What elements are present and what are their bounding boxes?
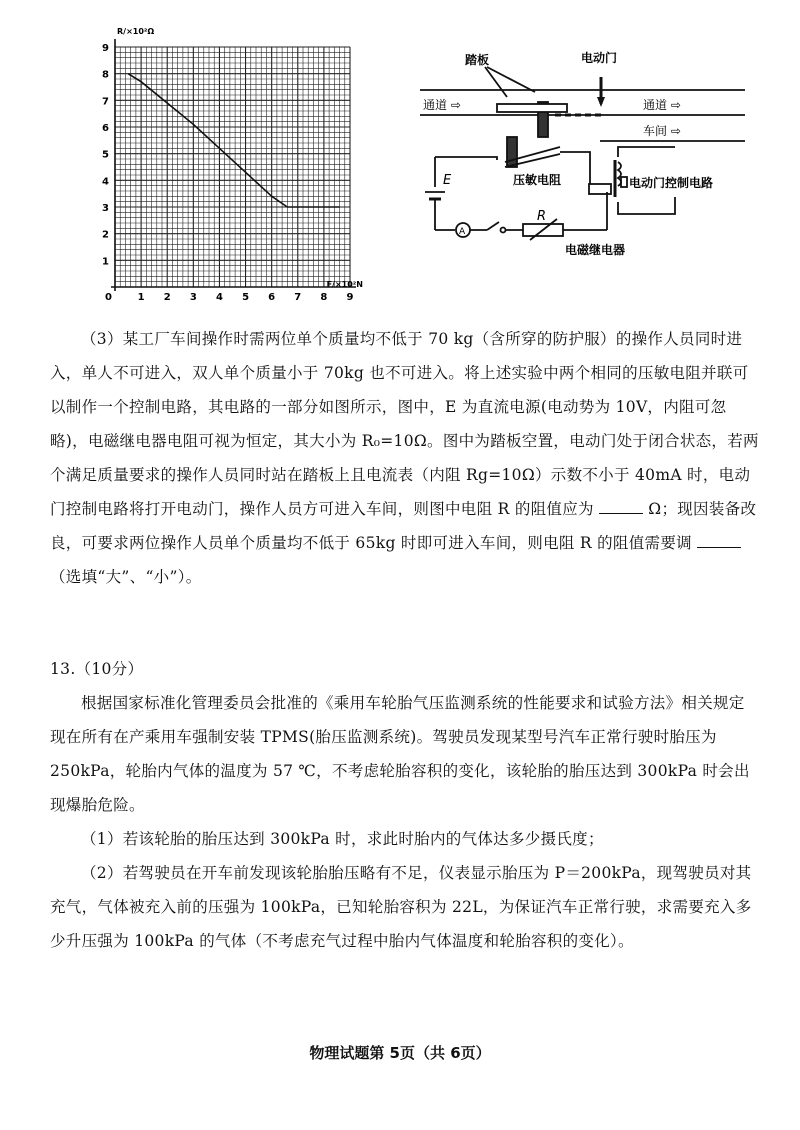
y-tick-label: 5 [102, 149, 109, 161]
y-tick-label: 8 [102, 69, 109, 81]
pedal-label: 踏板 [465, 53, 490, 67]
relay-contact [621, 177, 627, 187]
y-tick-label: 9 [102, 43, 109, 54]
control-wire-top [618, 147, 675, 157]
circuit-diagram [415, 42, 755, 262]
piezo-resistor-left [507, 137, 517, 167]
pedal-plate [497, 104, 567, 112]
channel-left-label: 通道 ⇨ [423, 98, 461, 112]
piezo-label: 压敏电阻 [513, 173, 562, 187]
x-tick-label: 1 [137, 292, 145, 303]
wire-top-left [435, 157, 497, 160]
switch-contact [501, 228, 506, 233]
x-tick-label: 6 [268, 292, 276, 303]
source-label: E [443, 173, 452, 188]
y-tick-label: 2 [102, 229, 109, 241]
x-tick-label: 2 [163, 292, 171, 303]
q12-part3-text-3: （选填“大”、“小”）。 [50, 568, 202, 586]
answer-blank-2[interactable] [697, 529, 741, 548]
door-tip [597, 97, 605, 107]
x-axis-label: F/×10²N [326, 280, 363, 289]
x-tick-label: 9 [346, 292, 354, 303]
y-tick-label: 7 [102, 96, 109, 108]
origin-label: 0 [105, 292, 112, 303]
y-tick-label: 1 [102, 256, 109, 268]
q13-intro: 根据国家标准化管理委员会批准的《乘用车轮胎气压监测系统的性能要求和试验方法》相关规定现在所有在产乘用车强制安装 TPMS(胎压监测系统)。驾驶员发现某型号汽车正常行驶时胎压为 250kPa，轮胎内气体的温度为 57 ℃，不考虑轮胎容积的变化，该轮胎的胎压达到 300kPa 时会出现爆胎危险。 [50, 694, 750, 814]
resistance-curve [128, 74, 340, 207]
q13-header: 13.（10分） [50, 660, 144, 678]
x-tick-label: 5 [242, 292, 250, 303]
q13-sub2: （2）若驾驶员在开车前发现该轮胎胎压略有不足，仪表显示胎压为 P＝200kPa，现驾驶员对其充气，气体被充入前的压强为 100kPa，已知轮胎容积为 22L，为保证汽车正常行驶，求需要充入多少升压强为 100kPa 的气体（不考虑充气过程中胎内气体温度和轮胎容积的变化）。 [50, 864, 752, 950]
x-tick-label: 3 [189, 292, 197, 303]
answer-blank-1[interactable] [599, 495, 643, 514]
door-label: 电动门 [581, 51, 618, 65]
workshop-label: 车间 ⇨ [643, 124, 681, 138]
q13 [50, 652, 760, 958]
resistance-force-graph [95, 22, 365, 312]
x-tick-label: 8 [320, 292, 328, 303]
switch-blade [487, 222, 499, 230]
wire-top-right [560, 152, 590, 184]
y-tick-label: 6 [102, 123, 109, 134]
ammeter-label: A [459, 227, 466, 237]
relay-label: 电磁继电器 [565, 243, 626, 257]
q12-part3 [50, 322, 760, 594]
page-footer: 物理试题第 5页（共 6页） [309, 1044, 491, 1062]
channel-right-label: 通道 ⇨ [643, 98, 681, 112]
x-tick-label: 4 [215, 292, 223, 303]
q12-part3-text-2: Ω；现因装备改良，可要求两位操作人员单个质量均不低于 65kg 时即可进入车间，则电阻 R 的阻值需要调 [50, 500, 757, 552]
control-wire-bottom [618, 197, 675, 214]
x-tick-label: 7 [294, 292, 302, 303]
y-axis-label: R/×10²Ω [117, 27, 155, 36]
x-tick-labels [138, 292, 354, 303]
y-tick-label: 3 [102, 203, 109, 214]
y-tick-label: 4 [102, 176, 109, 188]
graph-grid-major [115, 47, 350, 287]
q12-part3-text-1: （3）某工厂车间操作时需两位单个质量均不低于 70 kg（含所穿的防护服）的操作人员同时进入，单人不可进入，双人单个质量小于 70kg 也不可进入。将上述实验中两个相同的压敏电阻并联可以制作一个控制电路，其电路的一部分如图所示，图中，E 为直流电源(电动势为 10V，内阻可忽略)，电磁继电器电阻可视为恒定，其大小为 R₀=10Ω。图中为踏板空置，电动门处于闭合状态，若两个满足质量要求的操作人员同时站在踏板上且电流表（内阻 Rg=10Ω）示数不小于 40mA 时，电动门控制电路将打开电动门，操作人员方可进入车间，则图中电阻 R 的阻值应为 [50, 330, 759, 518]
control-circuit-label: 电动门控制电路 [629, 176, 714, 190]
resistor-label: R [537, 209, 547, 224]
y-tick-labels [102, 43, 109, 267]
q13-sub1: （1）若该轮胎的胎压达到 300kPa 时，求此时胎内的气体达多少摄氏度； [81, 830, 604, 848]
graph-grid-minor [115, 47, 350, 287]
